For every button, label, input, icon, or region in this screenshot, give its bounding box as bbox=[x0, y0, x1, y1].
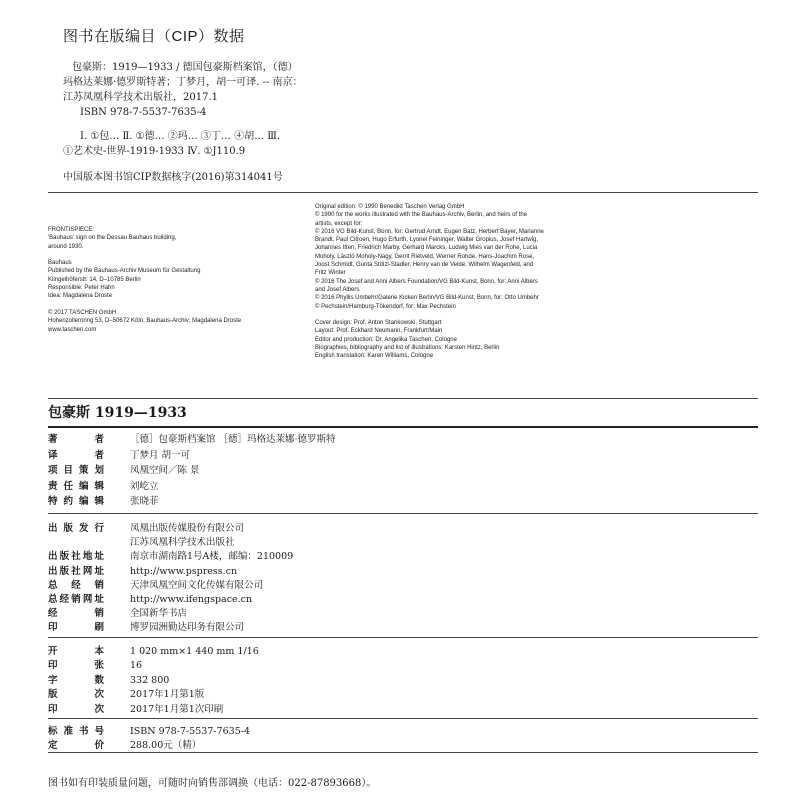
english-line: Hohenzollernring 53, D–50672 Köln; Bauhaus-Archiv; Magdalena Droste bbox=[48, 318, 242, 325]
credit-label: 项 目 策 划 bbox=[48, 465, 104, 476]
divider bbox=[48, 398, 758, 399]
english-line: Johannes Itten, Friedrich Marby, Gerhard Marcks, Ludwig Mies van der Rohe, Lucia bbox=[315, 245, 538, 252]
english-colophon-right bbox=[315, 203, 544, 361]
credit-value: 332 800 bbox=[130, 674, 170, 686]
cip-heading: 图书在版编目（CIP）数据 bbox=[63, 28, 245, 45]
english-line: FRONTISPIECE: bbox=[48, 227, 95, 233]
english-line: © 1990 for the works illustrated with the Bauhaus-Archiv, Berlin, and heirs of the bbox=[315, 212, 528, 219]
english-line: around 1930. bbox=[48, 243, 84, 250]
english-line: © 2016 Phyllis Umbehr/Galerie Kicken Berlin/VG Bild-Kunst, Bonn, for: Otto Umbehr bbox=[315, 295, 539, 302]
english-line: Bauhaus bbox=[48, 260, 72, 267]
english-line: English translation: Karen Williams, Cologne bbox=[315, 353, 434, 360]
divider bbox=[48, 192, 758, 193]
cip-line: 玛格达莱娜·德罗斯特著；丁梦月，胡一可译. -- 南京： bbox=[63, 77, 303, 88]
english-line: Original edition: © 1990 Benedikt Taschen Verlag GmbH bbox=[315, 204, 465, 210]
english-line: © 2016 The Josef and Anni Albers Foundation/VG Bild-Kunst, Bonn, for: Anni Albers bbox=[315, 278, 538, 285]
credit-label: 总 经 销 网 址 bbox=[48, 594, 104, 605]
credit-value: 2017年1月第1版 bbox=[130, 689, 205, 701]
credit-label: 出 版 发 行 bbox=[48, 523, 104, 534]
credit-label: 著 者 bbox=[48, 434, 104, 445]
english-line: Joost Schmidt, Gunta Stölzl-Stadler, Henry van de Velde, Wilhelm Wagenfeld, and bbox=[315, 262, 534, 269]
english-colophon-left bbox=[48, 226, 241, 334]
cip-line: 江苏凤凰科学技术出版社，2017.1 bbox=[63, 92, 218, 103]
credit-label: 出 版 社 网 址 bbox=[48, 565, 104, 577]
credit-label: 经 销 bbox=[48, 608, 104, 620]
credit-value: ［德］包豪斯档案馆 ［德］玛格达莱娜·德罗斯特 bbox=[130, 434, 336, 445]
cip-line: 包豪斯：1919—1933 / 德国包豪斯档案馆，（德） bbox=[72, 62, 298, 73]
credit-label: 特 约 编 辑 bbox=[48, 496, 104, 507]
credit-value: 288.00元（精） bbox=[130, 740, 202, 752]
credit-value: 南京市湖南路1号A楼，邮编：210009 bbox=[130, 551, 294, 563]
english-line: Klingelhöferstr. 14, D–10785 Berlin bbox=[48, 276, 141, 283]
credit-value: http://www.ifengspace.cn bbox=[130, 594, 253, 605]
english-line: Idea: Magdalena Droste bbox=[48, 293, 113, 300]
credit-value: 博罗园洲勤达印务有限公司 bbox=[130, 622, 245, 634]
english-line bbox=[48, 301, 241, 309]
english-line: Editor and production: Dr. Angelika Taschen, Cologne bbox=[315, 336, 457, 343]
credit-label: 定 价 bbox=[48, 740, 104, 752]
footer-notice: 图书如有印装质量问题，可随时向销售部调换（电话：022-87893668）。 bbox=[48, 778, 377, 789]
credit-label: 版 次 bbox=[48, 689, 104, 701]
english-line bbox=[48, 251, 241, 259]
cip-classification: Ⅰ. ①包… Ⅱ. ①德… ②玛… ③丁… ④胡… Ⅲ. bbox=[80, 131, 281, 142]
credit-label: 印 次 bbox=[48, 703, 104, 715]
credit-value: 张晓菲 bbox=[130, 496, 159, 507]
cip-isbn: ISBN 978-7-5537-7635-4 bbox=[80, 107, 207, 118]
divider bbox=[48, 513, 758, 514]
credit-label: 出 版 社 地 址 bbox=[48, 551, 104, 563]
english-line: © 2017 TASCHEN GmbH bbox=[48, 309, 117, 316]
english-line: Responsible: Peter Hahn bbox=[48, 285, 115, 292]
credit-value: 16 bbox=[130, 660, 143, 672]
credit-label: 开 本 bbox=[48, 646, 104, 657]
credit-label: 印 张 bbox=[48, 660, 104, 672]
english-line: www.taschen.com bbox=[48, 326, 97, 333]
english-line: Fritz Winter bbox=[315, 270, 346, 277]
cip-data-number: 中国版本图书馆CIP数据核字(2016)第314041号 bbox=[63, 172, 283, 183]
english-line: Cover design: Prof. Anton Stankowski, Stuttgart bbox=[315, 320, 442, 327]
english-line: Layout: Prof. Eckhard Neumann, Frankfurt/Main bbox=[315, 328, 443, 335]
english-line: and Josef Albers bbox=[315, 286, 360, 293]
credit-label: 印 刷 bbox=[48, 622, 104, 634]
english-line: © 2016 VG Bild-Kunst, Bonn, for: Gertrud Arndt, Eugen Batz, Herbert Bayer, Marianne bbox=[315, 228, 544, 235]
credit-value: ISBN 978-7-5537-7635-4 bbox=[130, 726, 250, 737]
divider bbox=[48, 752, 758, 753]
english-line: Biographies, bibliography and list of illustrations: Karsten Hintz, Berlin bbox=[315, 345, 500, 352]
credit-value: 凤凰出版传媒股份有限公司 bbox=[130, 523, 245, 534]
credit-label: 译 者 bbox=[48, 449, 104, 461]
credit-label: 责 任 编 辑 bbox=[48, 480, 104, 492]
credit-value: 凤凰空间／陈 景 bbox=[130, 465, 200, 476]
credit-value: 丁梦月 胡一可 bbox=[130, 449, 191, 461]
english-line: 'Bauhaus' sign on the Dessau Bauhaus building, bbox=[48, 235, 177, 242]
english-line: artists, except for: bbox=[315, 220, 363, 227]
credit-value: 全国新华书店 bbox=[130, 608, 188, 620]
credit-label: 标 准 书 号 bbox=[48, 726, 104, 737]
credit-value: 2017年1月第1次印刷 bbox=[130, 703, 224, 715]
credit-value: 刘屹立 bbox=[130, 480, 159, 492]
divider bbox=[48, 718, 758, 719]
credit-value: 江苏凤凰科学技术出版社 bbox=[130, 537, 235, 549]
english-line: Published by the Bauhaus-Archiv Museum für Gestaltung bbox=[48, 268, 201, 275]
english-line: © Pechstein/Hamburg-Tökendorf, for: Max Pechstein bbox=[315, 303, 456, 310]
book-title: 包豪斯 1919—1933 bbox=[48, 405, 187, 421]
credit-value: 天津凤凰空间文化传媒有限公司 bbox=[130, 579, 264, 591]
credit-label: 总 经 销 bbox=[48, 579, 104, 591]
english-line bbox=[315, 311, 544, 319]
credit-value: http://www.pspress.cn bbox=[130, 565, 238, 577]
english-line: Moholy, László Moholy-Nagy, Gerrit Rietveld, Werner Rohde, Hans-Joachim Rose, bbox=[315, 253, 535, 260]
english-line: Brandt, Paul Citroen, Hugo Erfurth, Lyonel Feininger, Walter Gropius, Josef Hartwig, bbox=[315, 237, 538, 244]
credit-value: 1 020 mm×1 440 mm 1/16 bbox=[130, 646, 259, 657]
credit-label: 字 数 bbox=[48, 674, 104, 686]
cip-classification: ①艺术史-世界-1919-1933 Ⅳ. ①J110.9 bbox=[63, 146, 246, 157]
divider bbox=[48, 426, 758, 428]
divider bbox=[48, 637, 758, 638]
